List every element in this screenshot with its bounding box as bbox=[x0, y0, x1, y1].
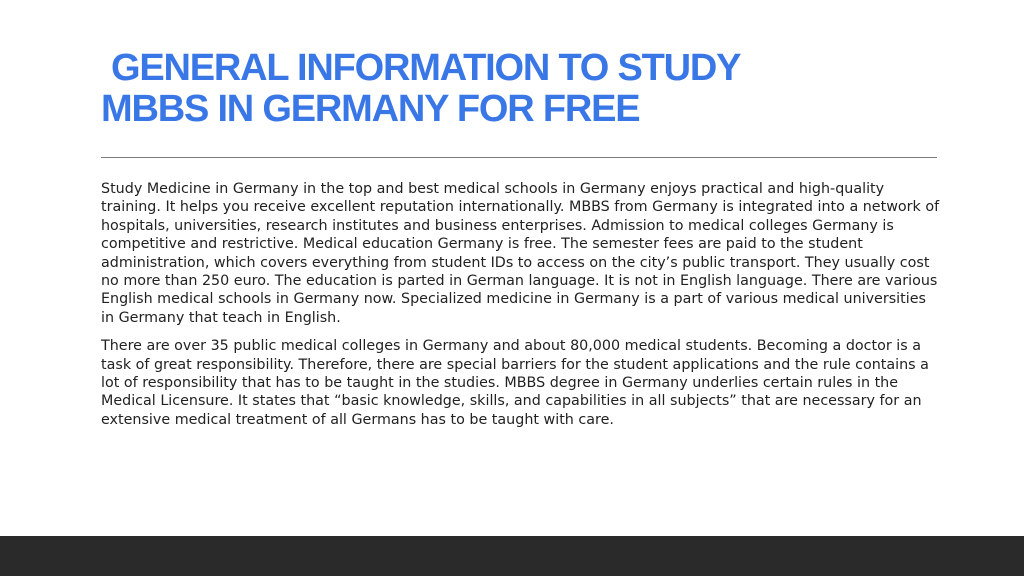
slide-title-line-2: MBBS IN GERMANY FOR FREE bbox=[101, 88, 640, 130]
body-paragraph-2: There are over 35 public medical colleges in Germany and about 80,000 medical students. Becoming a doctor is a task of great responsibility. Therefore, there are special barriers for the student applications and the rule contains a lot of responsibility that has to be taught in the studies. MBBS degree in Germany underlies certain rules in the Medical Licensure. It states that “basic knowledge, skills, and capabilities in all subjects” that are necessary for an extensive medical treatment of all Germans has to be taught with care. bbox=[101, 338, 929, 428]
body-paragraph-1: Study Medicine in Germany in the top and best medical schools in Germany enjoys practical and high-quality training. It helps you receive excellent reputation internationally. MBBS from Germany is integrated into a network of hospitals, universities, research institutes and business enterprises. Admission to medical colleges Germany is competitive and restrictive. Medical education Germany is free. The semester fees are paid to the student administration, which covers everything from student IDs to access on the city’s public transport. They usually cost no more than 250 euro. The education is parted in German language. It is not in English language. There are various English medical schools in Germany now. Specialized medicine in Germany is a part of various medical universities in Germany that teach in English. bbox=[101, 181, 940, 326]
slide-title-line-1: GENERAL INFORMATION TO STUDY bbox=[111, 47, 741, 89]
slide-title bbox=[101, 48, 931, 130]
slide-body bbox=[101, 180, 941, 439]
title-divider bbox=[101, 157, 937, 158]
footer-bar bbox=[0, 536, 1024, 576]
